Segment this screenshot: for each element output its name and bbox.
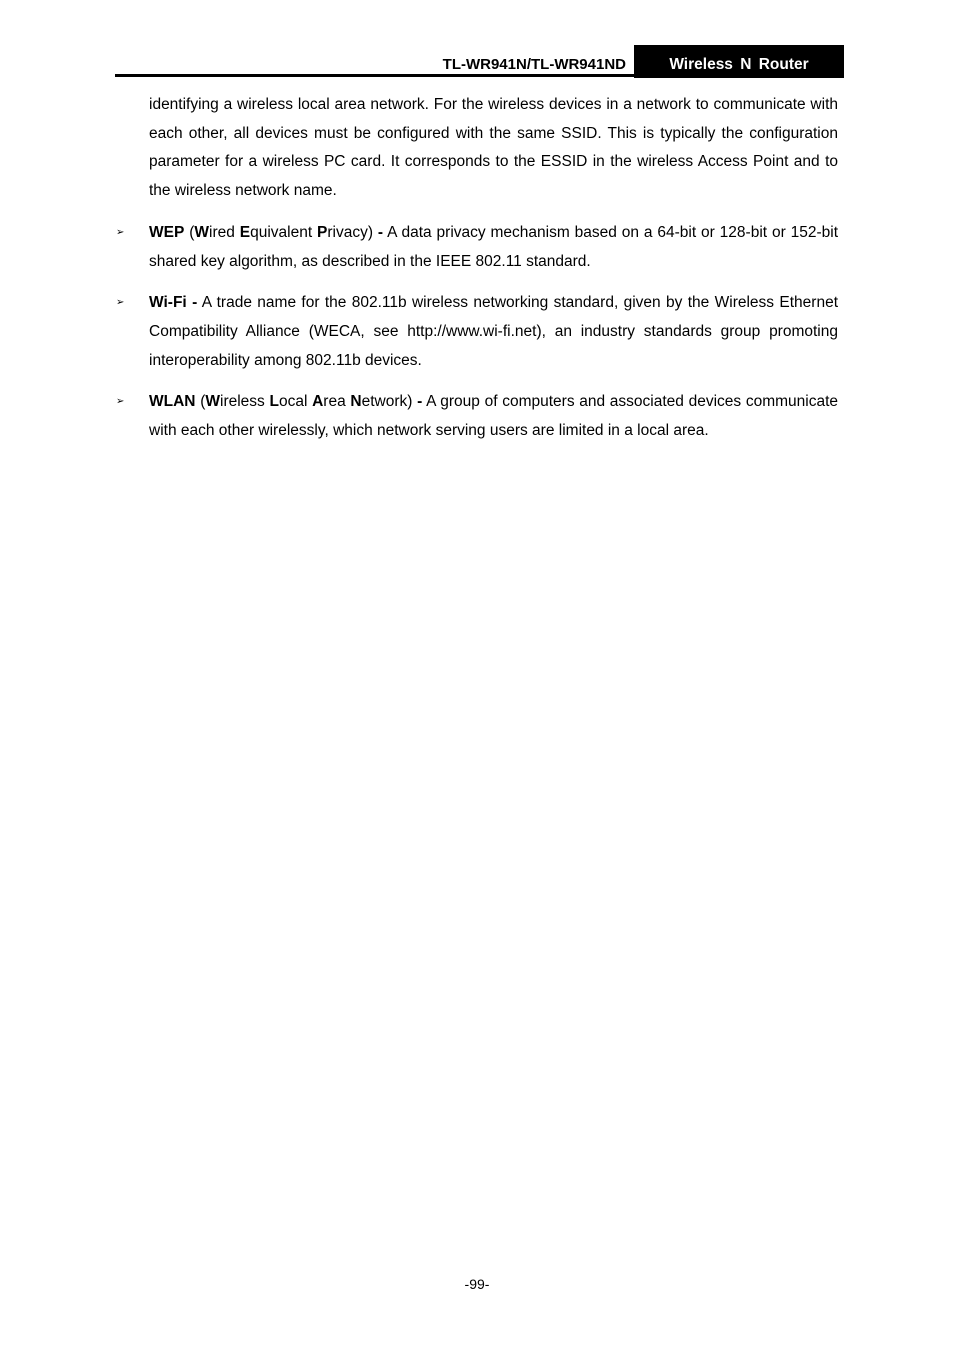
expansion-initial: W — [205, 393, 220, 411]
glossary-definition: A data privacy mechanism based on a 64-bit or 128-bit or 152-bit shared key algorithm, as described in the IEEE 802.11 standard. — [149, 223, 839, 270]
glossary-term: WLAN — [149, 393, 196, 411]
expansion-initial: L — [269, 393, 279, 411]
expansion-initial: W — [194, 223, 210, 241]
bullet-arrow-icon: ➢ — [116, 226, 125, 238]
term-dash: - — [377, 223, 384, 241]
page-number: -99- — [464, 1276, 490, 1292]
header-rule — [115, 74, 844, 77]
expansion-rest: rivacy — [327, 223, 368, 241]
expansion-initial: E — [239, 223, 251, 241]
expansion-rest: ocal — [278, 393, 308, 411]
glossary-item: ➢ WEP (Wired Equivalent Privacy) - A data privacy mechanism based on a 64-bit or 128-bit or 152-bit shared key algorithm, as described in the IEEE 802.11 standard. — [149, 219, 838, 276]
page-header — [115, 45, 844, 78]
term-dash: - — [417, 393, 423, 411]
glossary-term: Wi-Fi — [149, 294, 187, 312]
expansion-rest: ireless — [220, 393, 265, 411]
glossary-list — [116, 219, 839, 446]
header-product-title: Wireless N Router — [634, 45, 844, 78]
expansion-rest: ired — [209, 223, 235, 241]
glossary-item — [116, 289, 838, 375]
glossary-item: ➢ WLAN (Wireless Local Area Network) - A group of computers and associated devices communicate with each other wirelessly, which network serving users are limited in a local area. — [149, 388, 838, 445]
glossary-term: WEP — [149, 223, 185, 241]
term-dash: - — [192, 294, 198, 312]
bullet-arrow-icon: ➢ — [116, 297, 125, 309]
glossary-content — [116, 91, 839, 446]
glossary-definition: A trade name for the 802.11b wireless networking standard, given by the Wireless Ethernet Compatibility Alliance (WECA, see http://www.wi-fi.net), an industry standards group promoting interoperability among 802.11b devices. — [149, 294, 838, 369]
expansion-initial: N — [350, 393, 362, 411]
expansion-initial: P — [317, 223, 328, 241]
expansion-initial: A — [312, 393, 324, 411]
bullet-arrow-icon: ➢ — [116, 396, 125, 408]
expansion-rest: etwork — [361, 393, 408, 411]
glossary-definition: A group of computers and associated devices communicate with each other wirelessly, which network serving users are limited in a local area. — [149, 393, 839, 440]
expansion-rest: quivalent — [250, 223, 313, 241]
expansion-rest: rea — [323, 393, 346, 411]
header-model-name: TL-WR941N/TL-WR941ND — [442, 56, 626, 73]
intro-paragraph: identifying a wireless local area network. For the wireless devices in a network to communicate with each other, all devices must be configured with the same SSID. This is typically the configuration parameter for a wireless PC card. It corresponds to the ESSID in the wireless Access Point and to the wireless network name. — [149, 96, 838, 200]
